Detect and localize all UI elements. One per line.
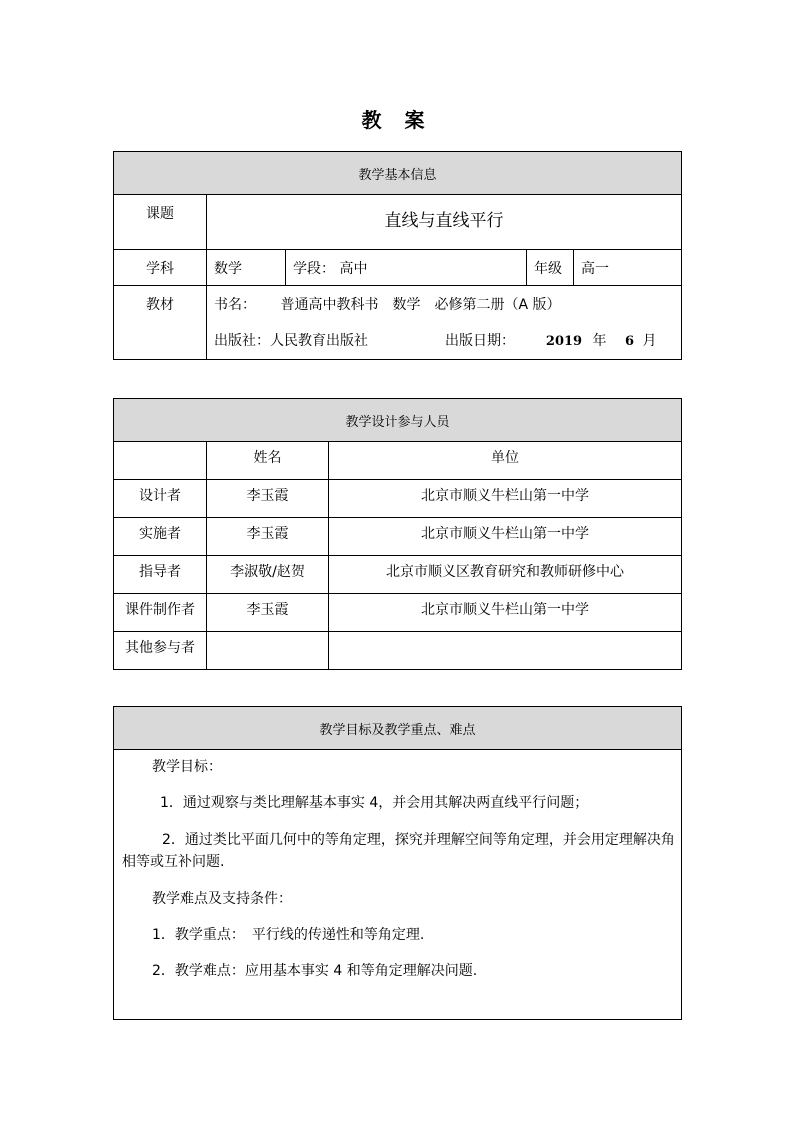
- publisher-value: 人民教育出版社: [270, 333, 368, 349]
- grade-label: 年级: [527, 250, 574, 286]
- participant-row: [114, 594, 682, 632]
- pub-date-group: [445, 330, 657, 350]
- participant-name: [207, 632, 329, 670]
- header-blank-cell: [114, 442, 207, 480]
- publisher-label: 出版社：: [214, 333, 270, 349]
- year-unit: 年: [592, 333, 607, 349]
- goals-body: [114, 750, 682, 1020]
- difficult-point: 2．教学难点：应用基本事实 4 和等角定理解决问题.: [152, 963, 478, 980]
- participant-unit: 北京市顺义区教育研究和教师研修中心: [329, 556, 682, 594]
- participants-table: [113, 398, 682, 670]
- topic-label: 课题: [114, 195, 207, 250]
- book-name-label: 书名：: [214, 297, 256, 313]
- participant-name: 李玉霞: [207, 518, 329, 556]
- participant-unit: 北京市顺义牛栏山第一中学: [329, 594, 682, 632]
- subject-label: 学科: [114, 250, 207, 286]
- document-title: 教 案: [361, 108, 433, 132]
- month-unit: 月: [642, 333, 657, 349]
- unit-column-header: 单位: [329, 442, 682, 480]
- objectives-heading: 教学目标：: [152, 759, 222, 775]
- difficulty-heading: 教学难点及支持条件：: [152, 890, 292, 907]
- basic-info-header: 教学基本信息: [114, 152, 682, 195]
- pub-year: 2019: [545, 334, 583, 349]
- participant-unit: 北京市顺义牛栏山第一中学: [329, 518, 682, 556]
- book-name-value: 普通高中教科书 数学 必修第二册（A 版）: [280, 297, 561, 313]
- name-column-header: 姓名: [207, 442, 329, 480]
- textbook-cell: [207, 286, 682, 360]
- objective-item: 2．通过类比平面几何中的等角定理，探究并理解空间等角定理，并会用定理解决角相等或互补问题.: [122, 831, 675, 871]
- participant-role: 实施者: [114, 518, 207, 556]
- basic-info-table: [113, 151, 682, 360]
- pub-month: 6: [625, 334, 635, 349]
- goals-table: [113, 706, 682, 1020]
- participant-row: [114, 556, 682, 594]
- participant-row: [114, 632, 682, 670]
- textbook-label: 教材: [114, 286, 207, 360]
- participant-name: 李淑敬/赵贺: [207, 556, 329, 594]
- stage-label: 学段：: [293, 261, 335, 277]
- participant-unit: [329, 632, 682, 670]
- key-point: 1．教学重点： 平行线的传递性和等角定理.: [152, 926, 425, 943]
- grade-value: 高一: [574, 250, 682, 286]
- stage-cell: [286, 250, 527, 286]
- participant-role: 设计者: [114, 480, 207, 518]
- participant-role: 指导者: [114, 556, 207, 594]
- participant-row: [114, 518, 682, 556]
- participant-row: [114, 480, 682, 518]
- topic-value: 直线与直线平行: [207, 195, 682, 250]
- participant-name: 李玉霞: [207, 480, 329, 518]
- participant-name: 李玉霞: [207, 594, 329, 632]
- subject-value: 数学: [207, 250, 286, 286]
- goals-header: 教学目标及教学重点、难点: [114, 707, 682, 750]
- participant-unit: 北京市顺义牛栏山第一中学: [329, 480, 682, 518]
- participant-role: 其他参与者: [114, 632, 207, 670]
- participant-role: 课件制作者: [114, 594, 207, 632]
- participants-header: 教学设计参与人员: [114, 399, 682, 442]
- objective-item: 1．通过观察与类比理解基本事实 4，并会用其解决两直线平行问题；: [160, 795, 589, 812]
- pub-date-label: 出版日期：: [445, 333, 515, 349]
- stage-value: 高中: [339, 261, 368, 277]
